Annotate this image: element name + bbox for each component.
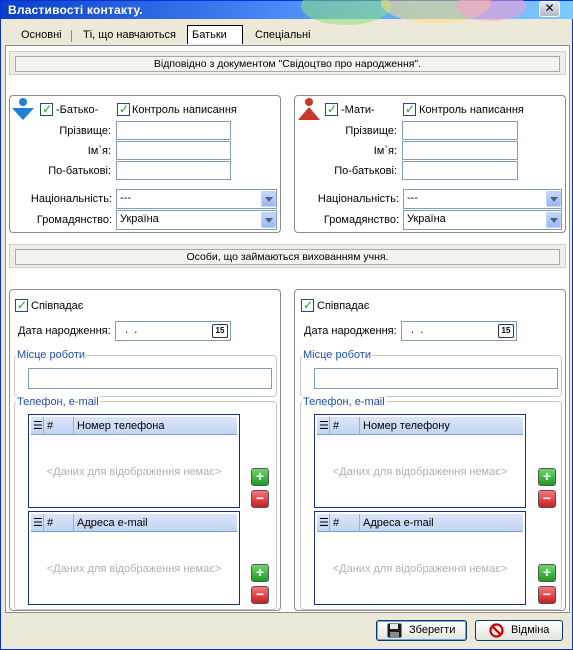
remove-phone-button[interactable]: [251, 490, 269, 508]
check-icon: ✓: [303, 298, 314, 312]
father-name-input[interactable]: [116, 141, 231, 160]
left-birth-date-label: Дата народження:: [18, 325, 111, 337]
left-matches-label: Співпадає: [31, 300, 84, 312]
grid-settings-icon[interactable]: ☰: [317, 514, 330, 532]
left-birth-date-input[interactable]: . . 15: [115, 321, 231, 341]
grid-settings-icon[interactable]: ☰: [31, 514, 44, 532]
right-phones-empty: <Даних для відображення немає>: [332, 466, 508, 478]
floppy-disk-icon: [387, 623, 402, 638]
grid-hash-column[interactable]: #: [44, 417, 74, 435]
grid-header: [317, 417, 523, 435]
check-icon: ✓: [42, 102, 53, 116]
right-contacts-legend: Телефон, e-mail: [303, 396, 385, 408]
mother-control-checkbox[interactable]: [403, 103, 416, 116]
minus-icon: −: [255, 586, 265, 602]
grid-hash-column[interactable]: #: [330, 514, 360, 532]
document-bar: [9, 51, 566, 75]
grid-hash-column[interactable]: #: [44, 514, 74, 532]
window-title: Властивості контакту.: [8, 3, 143, 17]
document-bar-text: Відповідно з документом "Свідоцтво про народження".: [15, 56, 560, 72]
remove-email-button[interactable]: [538, 586, 556, 604]
tab-separator: [71, 30, 72, 42]
mother-control-label: Контроль написання: [419, 104, 524, 116]
mother-citizenship-select[interactable]: Україна: [403, 210, 562, 230]
left-phones-empty: <Даних для відображення немає>: [46, 466, 222, 478]
title-decoration: [301, 0, 391, 25]
mother-surname-input[interactable]: [402, 121, 518, 140]
father-control-checkbox[interactable]: [117, 103, 130, 116]
left-emails-empty: <Даних для відображення немає>: [46, 563, 222, 575]
minus-icon: −: [255, 490, 265, 506]
calendar-icon[interactable]: 15: [498, 324, 514, 338]
tab-strip: [5, 27, 570, 45]
father-label: -Батько-: [56, 104, 99, 116]
mother-nationality-select[interactable]: ---: [403, 189, 562, 209]
add-phone-button[interactable]: [538, 468, 556, 486]
grid-email-column[interactable]: Адреса e-mail: [363, 517, 434, 529]
add-email-button[interactable]: [538, 564, 556, 582]
add-phone-button[interactable]: [251, 468, 269, 486]
right-work-legend: Місце роботи: [303, 349, 372, 361]
title-bar: [1, 1, 573, 19]
mother-surname-label: Прізвище:: [345, 125, 397, 137]
father-name-label: Ім`я:: [87, 145, 111, 157]
left-work-legend: Місце роботи: [17, 349, 86, 361]
minus-icon: −: [542, 586, 552, 602]
chevron-down-icon[interactable]: [546, 191, 561, 207]
right-emails-empty: <Даних для відображення немає>: [332, 563, 508, 575]
tab-students[interactable]: Ті, що навчаються: [83, 29, 177, 41]
father-surname-label: Прізвище:: [59, 125, 111, 137]
tab-general[interactable]: Основні: [21, 29, 62, 41]
mother-label: -Мати-: [341, 104, 375, 116]
mother-enabled-checkbox[interactable]: [325, 103, 338, 116]
calendar-icon[interactable]: 15: [212, 324, 228, 338]
mother-name-input[interactable]: [402, 141, 518, 160]
mother-name-label: Ім`я:: [373, 145, 397, 157]
left-matches-checkbox[interactable]: [15, 299, 28, 312]
remove-email-button[interactable]: [251, 586, 269, 604]
father-citizenship-select[interactable]: Україна: [116, 210, 277, 230]
left-work-input[interactable]: [28, 368, 272, 389]
chevron-down-icon[interactable]: [546, 212, 561, 228]
male-silhouette-icon: [10, 97, 36, 121]
tab-special[interactable]: Спеціальні: [255, 29, 311, 41]
grid-settings-icon[interactable]: ☰: [317, 417, 330, 435]
close-button[interactable]: [539, 1, 560, 17]
forbidden-icon: [489, 623, 504, 638]
grid-header: [317, 514, 523, 532]
plus-icon: +: [542, 468, 552, 484]
add-email-button[interactable]: [251, 564, 269, 582]
guardians-bar: [9, 244, 566, 268]
cancel-button[interactable]: Відміна: [475, 620, 563, 641]
chevron-down-icon[interactable]: [261, 212, 276, 228]
left-phones-grid[interactable]: [28, 414, 240, 508]
female-silhouette-icon: [296, 97, 322, 121]
chevron-down-icon[interactable]: [261, 191, 276, 207]
remove-phone-button[interactable]: [538, 490, 556, 508]
right-birth-date-label: Дата народження:: [304, 325, 397, 337]
check-icon: ✓: [119, 102, 130, 116]
right-emails-grid[interactable]: [314, 511, 526, 605]
grid-settings-icon[interactable]: ☰: [31, 417, 44, 435]
mother-patronymic-input[interactable]: [402, 161, 518, 180]
father-nationality-label: Національність:: [30, 193, 112, 205]
father-control-label: Контроль написання: [132, 104, 237, 116]
check-icon: ✓: [17, 298, 28, 312]
plus-icon: +: [255, 468, 265, 484]
close-icon: ✕: [544, 1, 555, 15]
minus-icon: −: [542, 490, 552, 506]
plus-icon: +: [542, 564, 552, 580]
right-matches-checkbox[interactable]: [301, 299, 314, 312]
grid-email-column[interactable]: Адреса e-mail: [77, 517, 148, 529]
mother-patronymic-label: По-батькові:: [334, 165, 397, 177]
save-button[interactable]: Зберегти: [376, 620, 467, 641]
father-surname-input[interactable]: [116, 121, 231, 140]
father-patronymic-input[interactable]: [116, 161, 231, 180]
check-icon: ✓: [327, 102, 338, 116]
grid-phone-column[interactable]: Номер телефона: [77, 420, 165, 432]
check-icon: ✓: [405, 102, 416, 116]
mother-nationality-label: Національність:: [317, 193, 399, 205]
guardians-bar-text: Особи, що займаються вихованням учня.: [15, 249, 560, 265]
father-citizenship-label: Громадянство:: [36, 214, 112, 226]
right-matches-label: Співпадає: [317, 300, 370, 312]
right-birth-date-input[interactable]: . . 15: [401, 321, 517, 341]
mother-citizenship-label: Громадянство:: [323, 214, 399, 226]
right-work-input[interactable]: [314, 368, 558, 389]
father-nationality-select[interactable]: ---: [116, 189, 277, 209]
father-patronymic-label: По-батькові:: [48, 165, 111, 177]
left-emails-grid[interactable]: [28, 511, 240, 605]
tab-parents[interactable]: Батьки: [187, 25, 243, 44]
father-enabled-checkbox[interactable]: [40, 103, 53, 116]
grid-phone-column[interactable]: Номер телефону: [363, 420, 450, 432]
grid-hash-column[interactable]: #: [330, 417, 360, 435]
plus-icon: +: [255, 564, 265, 580]
left-contacts-legend: Телефон, e-mail: [17, 396, 99, 408]
right-phones-grid[interactable]: [314, 414, 526, 508]
grid-header: [31, 514, 237, 532]
grid-header: [31, 417, 237, 435]
